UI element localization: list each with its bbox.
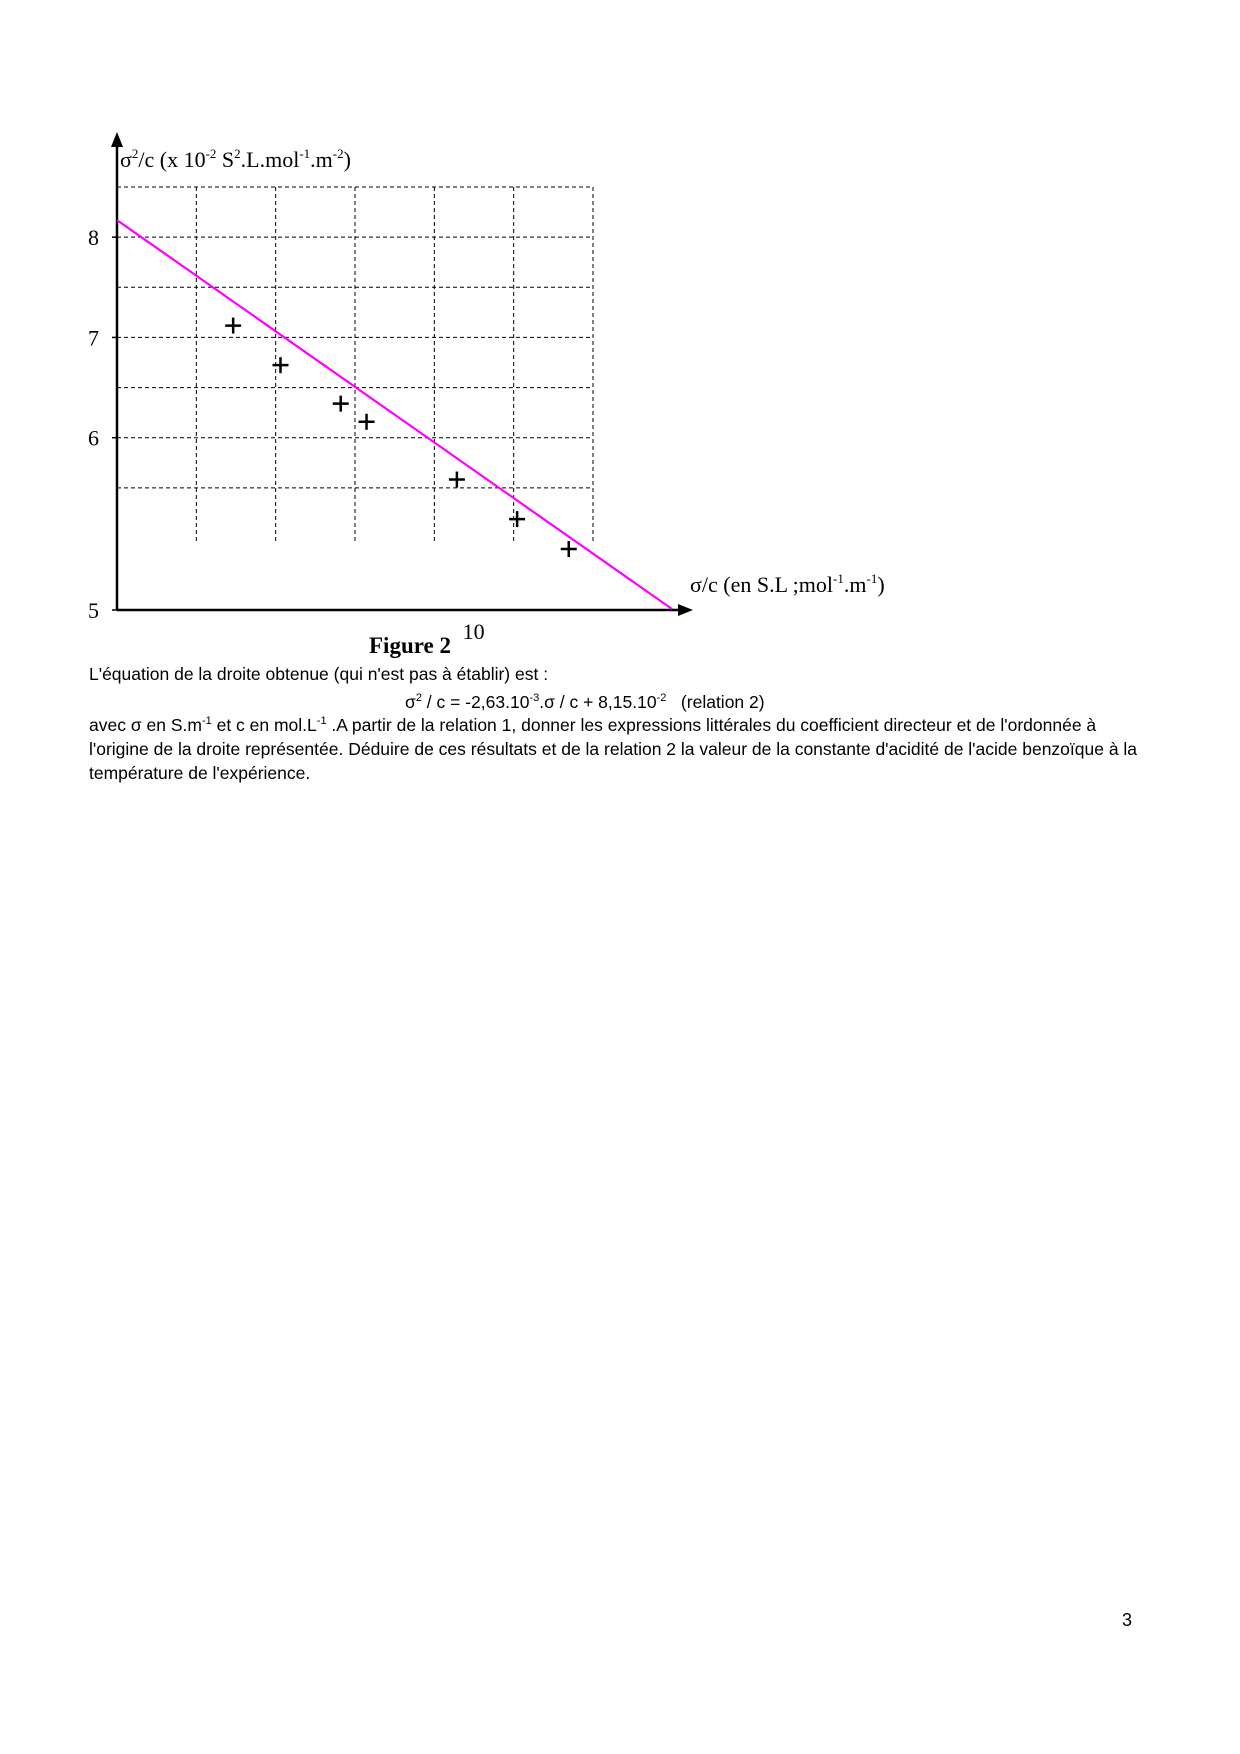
y-tick-label: 6	[88, 425, 99, 451]
page-number: 3	[1122, 1610, 1133, 1630]
data-point-cross	[509, 511, 525, 527]
question-paragraph: avec σ en $S.m^{-1}$ et c en $mol.L^{-1}$ .A partir de la relation 1, donner les expressions littérales du coefficient directeur et de l'ordonnée à l'origine de la droite représentée. Déduire de ces résultats et de la relation 2 la valeur de la constante d'acidité de l'acide benzoïque à la température de l'expérience.	[89, 715, 1138, 783]
figure-caption: Figure 2	[369, 633, 451, 658]
y-tick-label: 8	[88, 225, 99, 251]
data-point-cross	[225, 318, 241, 334]
data-point-cross	[561, 541, 577, 557]
y-axis-label: $\sigma^2/c$ (x $10^{-2}$ $S^2.L.mol^{-1}.m^{-2}$)	[120, 146, 351, 172]
x-axis-arrow	[678, 604, 693, 616]
data-point-cross	[449, 472, 465, 488]
chart-ticks	[88, 225, 485, 644]
scatter-chart	[80, 130, 980, 670]
x-axis-label: σ/c (en S.L $;mol^{-1}.m^{-1}$)	[690, 571, 885, 597]
intro-paragraph: L'équation de la droite obtenue (qui n'est pas à établir) est :	[89, 664, 549, 684]
y-tick-label: 7	[88, 325, 99, 351]
data-point-cross	[333, 396, 349, 412]
chart-axes	[111, 132, 693, 616]
y-axis-arrow	[111, 132, 123, 147]
y-tick-label: 5	[88, 598, 99, 623]
chart-grid	[117, 187, 593, 541]
data-point-cross	[272, 357, 288, 373]
data-point-cross	[359, 414, 375, 430]
equation-line: $\sigma^2 / c = -2,63.10^{-3}.\sigma / c + 8,15.10^{-2}$ (relation 2)	[405, 692, 765, 712]
regression-line	[117, 220, 672, 609]
x-tick-label: 10	[462, 619, 485, 644]
